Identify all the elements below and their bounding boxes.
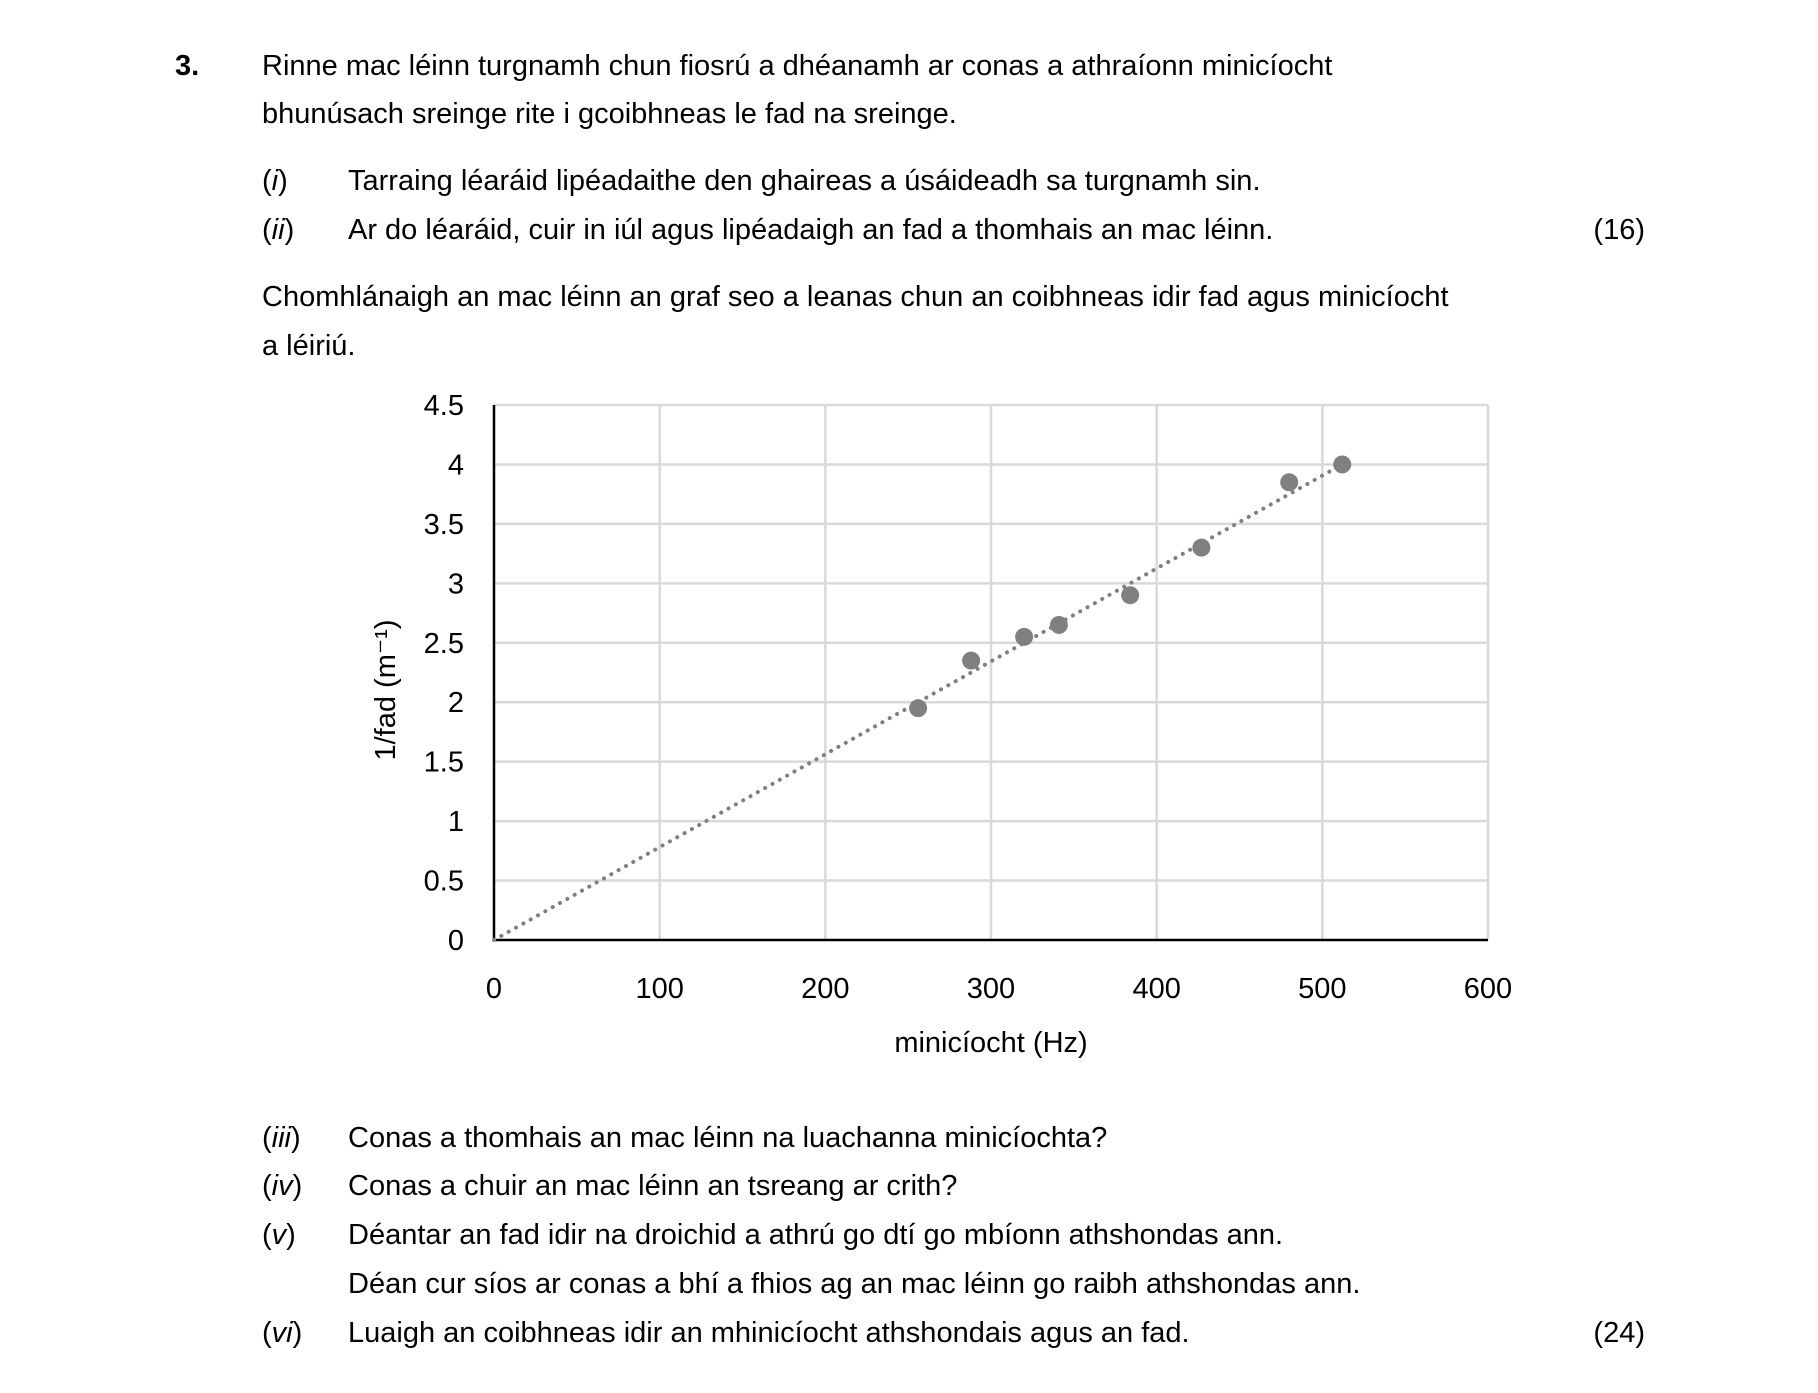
y-axis-label: 1/fad (m⁻¹) — [370, 619, 402, 761]
chart-axes — [493, 405, 1488, 941]
y-tick-label: 3 — [447, 568, 464, 601]
x-tick-label: 600 — [1463, 973, 1513, 1005]
y-tick-label: 1 — [447, 806, 464, 839]
chart-data-points — [909, 455, 1351, 717]
part-ii-label: (ii) — [262, 214, 295, 246]
part-vi-text: Luaigh an coibhneas idir an mhinicíocht athshondais agus an fad. — [348, 1317, 1190, 1349]
y-tick-label: 4.5 — [423, 390, 464, 422]
part-v-continuation: Déan cur síos ar conas a bhí a fhios ag an mac léinn go raibh athshondas ann. — [348, 1268, 1361, 1300]
part-iii-text: Conas a thomhais an mac léinn na luachanna minicíochta? — [348, 1122, 1108, 1154]
x-tick-label: 500 — [1298, 973, 1347, 1005]
y-tick-label: 0 — [447, 925, 464, 957]
x-tick-label: 100 — [635, 973, 684, 1005]
chart-trendline — [494, 464, 1342, 940]
part-ii-text: Ar do léaráid, cuir in iúl agus lipéadaigh an fad a thomhais an mac léinn. — [348, 214, 1274, 246]
part-iv-text: Conas a chuir an mac léinn an tsreang ar crith? — [348, 1170, 958, 1202]
chart-gridlines — [494, 405, 1488, 940]
question-number: 3. — [175, 50, 200, 82]
data-point — [909, 699, 927, 717]
y-tick-label: 0.5 — [423, 865, 464, 898]
graph-intro-line-1: Chomhlánaigh an mac léinn an graf seo a leanas chun an coibhneas idir fad agus minicíocht — [262, 281, 1449, 313]
data-point — [1050, 616, 1068, 634]
part-iv-label: (iv) — [262, 1170, 303, 1202]
data-point — [1333, 455, 1351, 473]
trendline — [494, 464, 1342, 940]
intro-line-2: bhunúsach sreinge rite i gcoibhneas le fad na sreinge. — [262, 98, 957, 130]
part-v-text: Déantar an fad idir na droichid a athrú go dtí go mbíonn athshondas ann. — [348, 1219, 1284, 1251]
data-point — [1121, 586, 1139, 604]
y-tick-label: 2 — [447, 687, 464, 720]
part-vi-label: (vi) — [262, 1317, 303, 1349]
part-i-label: (i) — [262, 165, 288, 197]
part-iii-label: (iii) — [262, 1122, 301, 1154]
x-axis-label: minicíocht (Hz) — [894, 1027, 1088, 1059]
data-point — [1192, 539, 1210, 557]
marks-part-a: (16) — [1593, 214, 1645, 246]
data-point — [1280, 473, 1298, 491]
chart-tick-labels — [424, 390, 1513, 1005]
data-point — [962, 652, 980, 670]
x-tick-label: 300 — [966, 973, 1016, 1005]
graph-intro-line-2: a léiriú. — [262, 330, 356, 362]
data-point — [1015, 628, 1033, 646]
part-v-label: (v) — [262, 1219, 296, 1251]
y-tick-label: 1.5 — [423, 746, 464, 779]
y-tick-label: 2.5 — [423, 627, 464, 660]
y-tick-label: 3.5 — [423, 508, 464, 541]
part-i-text: Tarraing léaráid lipéadaithe den ghaireas a úsáideadh sa turgnamh sin. — [348, 165, 1261, 197]
intro-line-1: Rinne mac léinn turgnamh chun fiosrú a dhéanamh ar conas a athraíonn minicíocht — [262, 50, 1333, 82]
x-tick-label: 200 — [801, 973, 850, 1005]
x-tick-label: 400 — [1132, 973, 1181, 1005]
marks-part-b: (24) — [1593, 1317, 1645, 1349]
x-tick-label: 0 — [485, 973, 503, 1005]
y-tick-label: 4 — [447, 449, 464, 482]
